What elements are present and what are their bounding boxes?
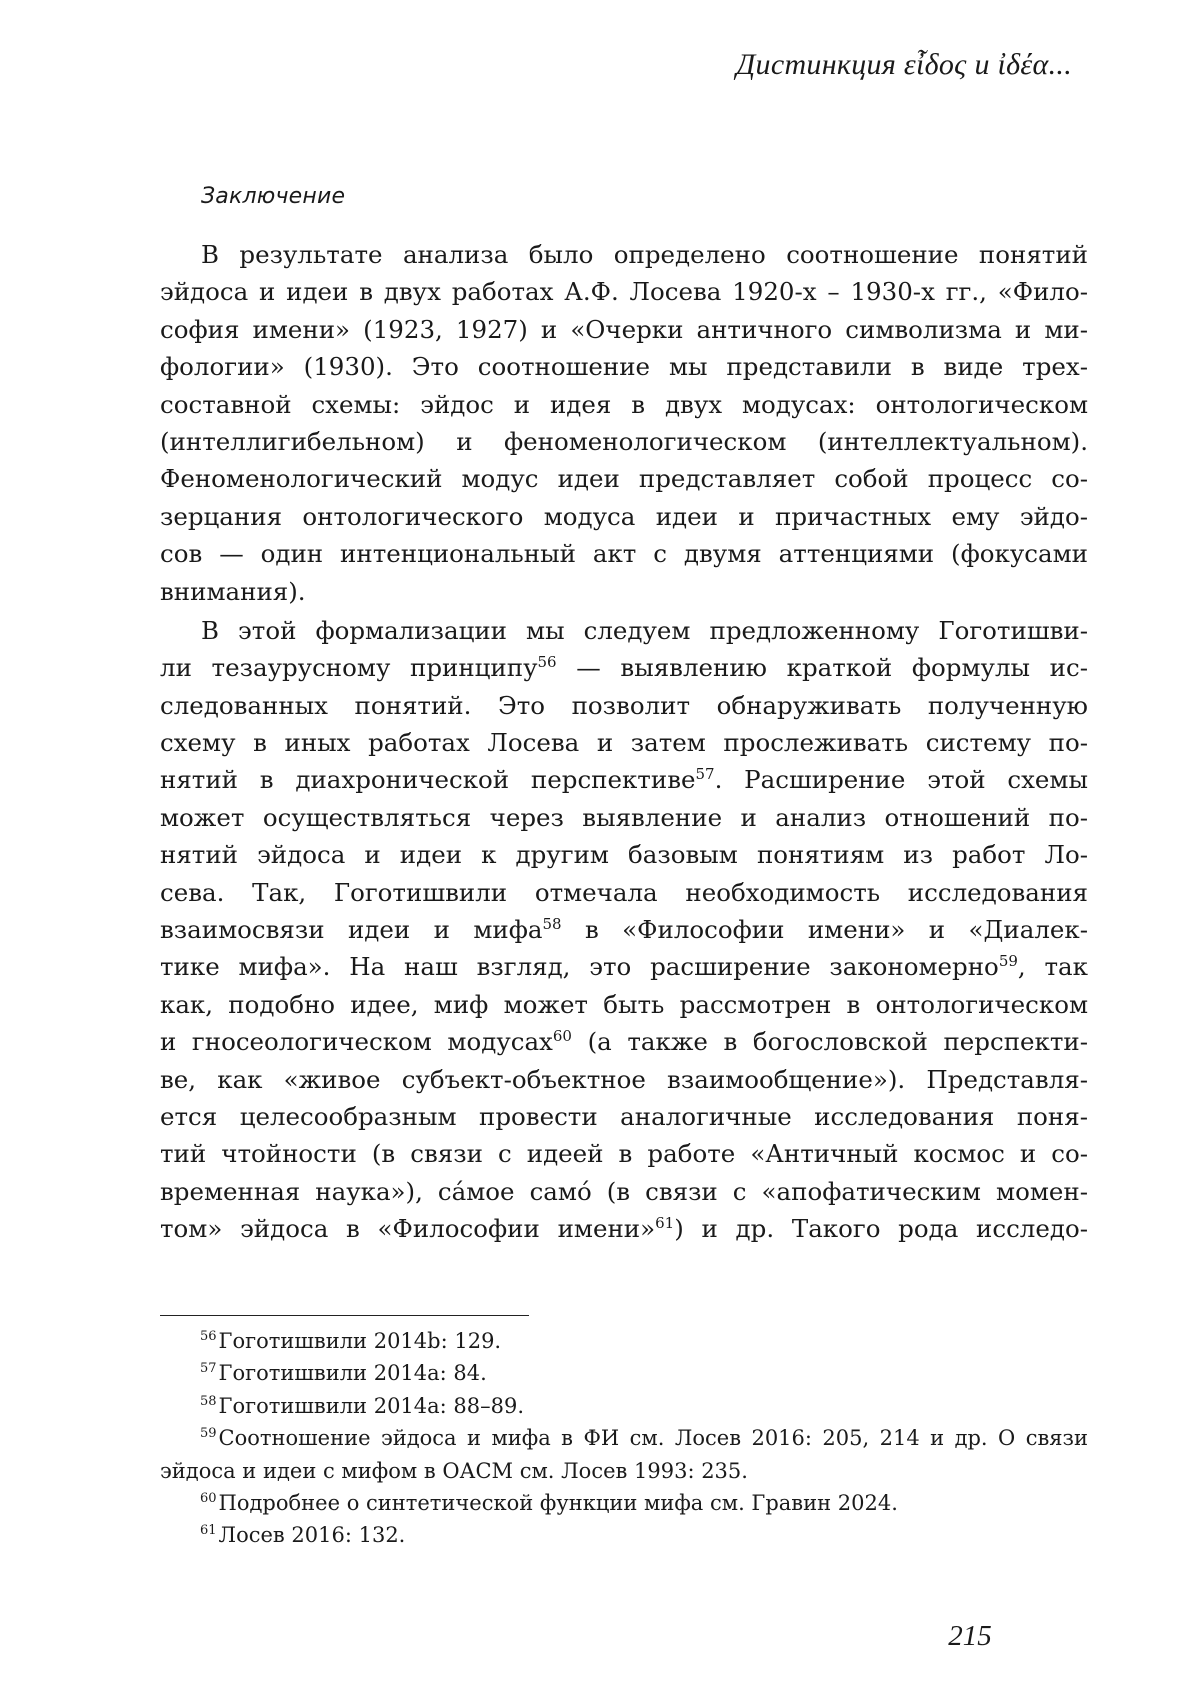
- footnote-ref[interactable]: 58: [542, 915, 562, 934]
- footnote: [160, 1357, 1088, 1389]
- text-line: нятий эйдоса и идеи к другим базовым понятиям из работ Ло-: [160, 840, 1088, 870]
- text-segment: ) и др. Такого рода исследо-: [674, 1214, 1088, 1244]
- text-line: внимания).: [160, 576, 306, 606]
- text-line: фологии» (1930). Это соотношение мы представили в виде трех-: [160, 352, 1088, 382]
- footnote-text: Гоготишвили 2014a: 88–89.: [218, 1393, 525, 1418]
- text-line: следованных понятий. Это позволит обнаруживать полученную: [160, 690, 1088, 720]
- section-title: Заключение: [201, 184, 346, 209]
- text-segment: в «Философии имени» и «Диалек-: [561, 915, 1088, 945]
- footnote: [160, 1422, 1088, 1454]
- text-line: ве, как «живое субъект-объектное взаимообщение»). Представля-: [160, 1064, 1088, 1094]
- footnote-ref[interactable]: 57: [695, 765, 715, 784]
- footnote-text: Гоготишвили 2014a: 84.: [218, 1361, 487, 1386]
- text-segment: ли тезаурусному принципу: [160, 653, 538, 683]
- footnote-number: 58: [200, 1393, 217, 1409]
- text-segment: (а также в богословской перспекти-: [571, 1027, 1088, 1057]
- text-line: [160, 1023, 1088, 1060]
- text-line: [160, 948, 1088, 985]
- page-number: 215: [948, 1620, 992, 1652]
- text-line: составной схемы: эйдос и идея в двух модусах: онтологическом: [160, 389, 1088, 419]
- text-line: эйдоса и идеи в двух работах А.Ф. Лосева 1920-х – 1930-х гг., «Фило-: [160, 277, 1088, 307]
- text-line: как, подобно идее, миф может быть рассмотрен в онтологическом: [160, 989, 1088, 1019]
- footnote: [160, 1519, 1088, 1551]
- text-line: сов — один интенциональный акт с двумя аттенциями (фокусами: [160, 539, 1088, 569]
- text-line: [160, 911, 1088, 948]
- footnote: [160, 1390, 1088, 1422]
- footnote-text: Гоготишвили 2014b: 129.: [218, 1329, 502, 1353]
- text-line: зерцания онтологического модуса идеи и причастных ему эйдо-: [160, 501, 1088, 531]
- footnote-number: 56: [200, 1329, 217, 1344]
- text-segment: — выявлению краткой формулы ис-: [556, 653, 1088, 683]
- text-segment: . Расширение этой схемы: [714, 765, 1088, 795]
- footnote-text: Лосев 2016: 132.: [218, 1523, 406, 1548]
- footnote-number: 59: [200, 1426, 217, 1442]
- text-line: В результате анализа было определено соотношение понятий: [201, 240, 1088, 269]
- text-segment: нятий в диахронической перспективе: [160, 765, 696, 795]
- footnotes: [160, 1325, 1088, 1552]
- footnote-ref[interactable]: 56: [537, 653, 557, 672]
- text-segment: взаимосвязи идеи и мифа: [160, 915, 543, 945]
- footnote-text: Подробнее о синтетической функции мифа см. Гравин 2024.: [218, 1490, 898, 1515]
- text-line: Феноменологический модус идеи представляет собой процесс со-: [160, 464, 1088, 494]
- footnote-text: Соотношение эйдоса и мифа в ФИ см. Лосев 2016: 205, 214 и др. О связи: [218, 1426, 1088, 1451]
- footnote: [160, 1487, 1088, 1519]
- text-line: [160, 761, 1088, 798]
- text-segment: том» эйдоса в «Философии имени»: [160, 1214, 656, 1244]
- text-line: тий чтойности (в связи с идеей в работе «Античный космос и со-: [160, 1139, 1088, 1169]
- footnote-continuation: эйдоса и идеи с мифом в ОАСМ см. Лосев 1993: 235.: [160, 1458, 748, 1483]
- text-segment: тике мифа». На наш взгляд, это расширение закономерно: [160, 952, 999, 982]
- footnote-ref[interactable]: 59: [998, 952, 1018, 971]
- text-line: (интеллигибельном) и феноменологическом (интеллектуальном).: [160, 426, 1088, 456]
- footnote-divider: [160, 1315, 529, 1316]
- text-line: сева. Так, Гоготишвили отмечала необходимость исследования: [160, 877, 1088, 907]
- text-line: [160, 1210, 1088, 1247]
- footnote-ref[interactable]: 60: [552, 1027, 572, 1046]
- footnote-ref[interactable]: 61: [655, 1214, 675, 1233]
- footnote: [160, 1325, 1088, 1357]
- footnote-number: 57: [200, 1361, 217, 1377]
- text-line: временная наука»), са́мое само́ (в связи с «апофатическим момен-: [160, 1176, 1088, 1206]
- text-line: ется целесообразным провести аналогичные исследования поня-: [160, 1101, 1088, 1131]
- footnote-number: 61: [200, 1523, 217, 1539]
- footnote-number: 60: [200, 1490, 217, 1506]
- text-line: схему в иных работах Лосева и затем прослеживать систему по-: [160, 728, 1088, 758]
- text-segment: и гносеологическом модусах: [160, 1027, 553, 1057]
- text-line: может осуществляться через выявление и анализ отношений по-: [160, 802, 1088, 832]
- text-segment: , так: [1017, 952, 1088, 982]
- text-line: [160, 649, 1088, 686]
- body-text: [160, 236, 1088, 1248]
- text-line: В этой формализации мы следуем предложенному Гоготишви-: [201, 615, 1088, 645]
- text-line: софия имени» (1923, 1927) и «Очерки античного символизма и ми-: [160, 314, 1088, 344]
- running-header: Дистинкция εἶδος и ἰδέα...: [736, 48, 1072, 81]
